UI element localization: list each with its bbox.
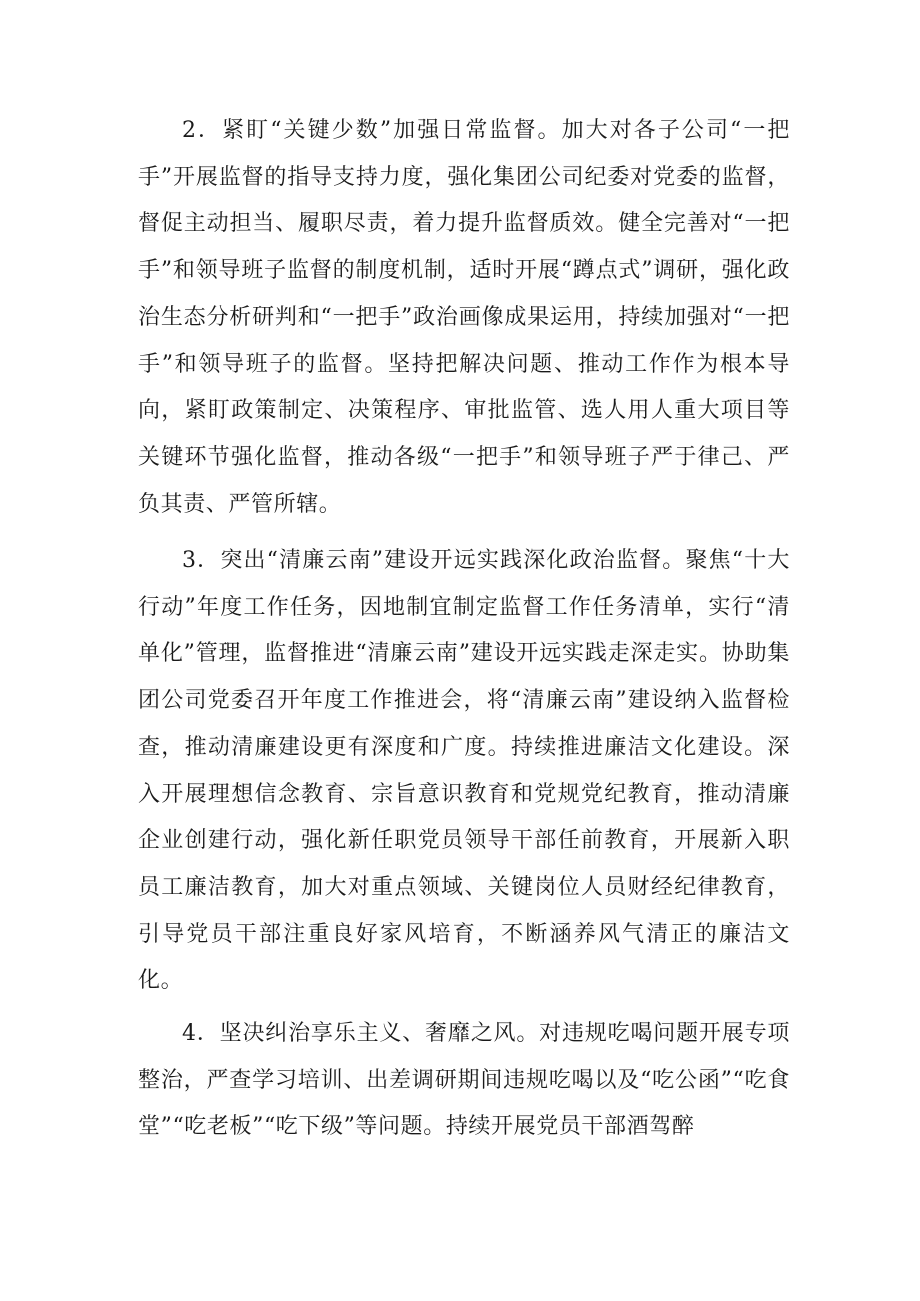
paragraph-item-2: 2．紧盯“关键少数”加强日常监督。加大对各子公司“一把手”开展监督的指导支持力度，强化集团公司纪委对党委的监督，督促主动担当、履职尽责，着力提升监督质效。健全完善对“一把手”和领导班子监督的制度机制，适时开展“蹲点式”调研，强化政治生态分析研判和“一把手”政治画像成果运用，持续加强对“一把手”和领导班子的监督。坚持把解决问题、推动工作作为根本导向，紧盯政策制定、决策程序、审批监管、选人用人重大项目等关键环节强化监督，推动各级“一把手”和领导班子严于律己、严负其责、严管所辖。 bbox=[138, 118, 790, 517]
paragraph-item-4: 4．坚决纠治享乐主义、奢靡之风。对违规吃喝问题开展专项整治，严查学习培训、出差调研期间违规吃喝以及“吃公函”“吃食堂”“吃老板”“吃下级”等问题。持续开展党员干部酒驾醉 bbox=[138, 1021, 790, 1140]
paragraph-item-3: 3．突出“清廉云南”建设开远实践深化政治监督。聚焦“十大行动”年度工作任务，因地制宜制定监督工作任务清单，实行“清单化”管理，监督推进“清廉云南”建设开远实践走深走实。协助集团公司党委召开年度工作推进会，将“清廉云南”建设纳入监督检查，推动清廉建设更有深度和广度。持续推进廉洁文化建设。深入开展理想信念教育、宗旨意识教育和党规党纪教育，推动清廉企业创建行动，强化新任职党员领导干部任前教育，开展新入职员工廉洁教育，加大对重点领域、关键岗位人员财经纪律教育，引导党员干部注重良好家风培育，不断涵养风气清正的廉洁文化。 bbox=[138, 548, 790, 994]
